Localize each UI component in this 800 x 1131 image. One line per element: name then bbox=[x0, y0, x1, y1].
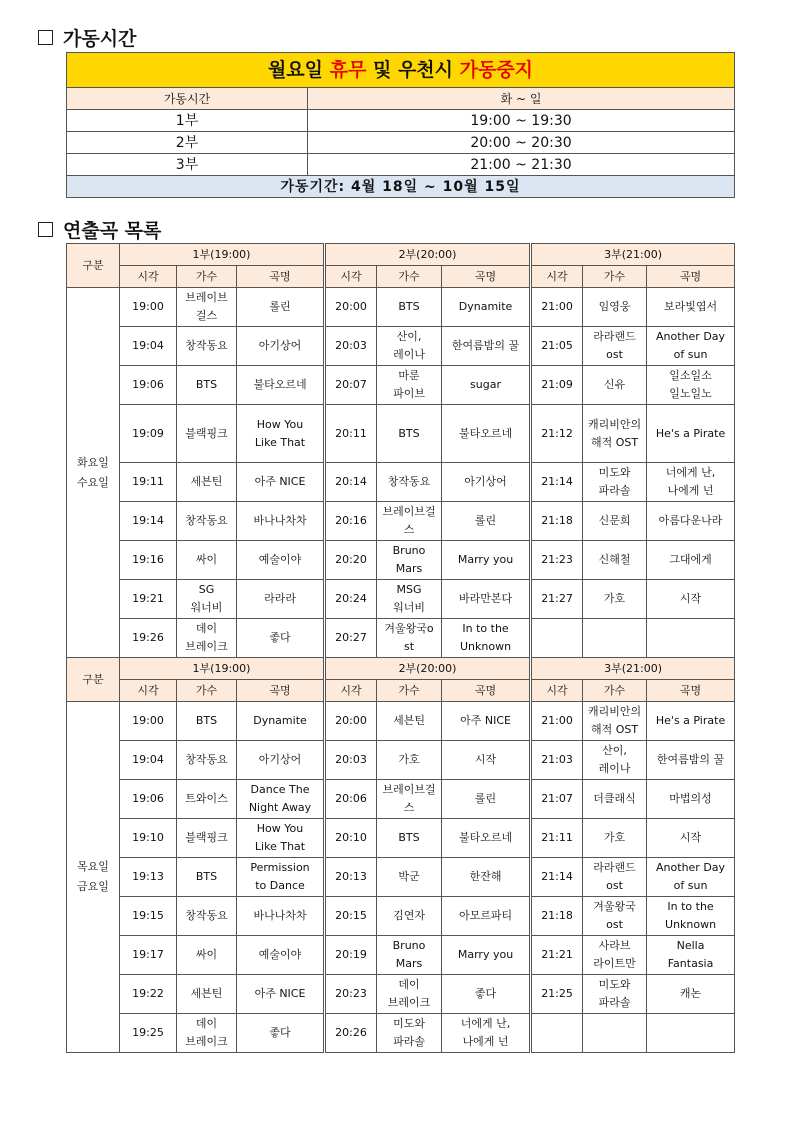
singer-cell: BTS bbox=[377, 819, 442, 858]
time-cell: 19:00 bbox=[120, 702, 177, 741]
song-cell: 일소일소 일노일노 bbox=[647, 366, 735, 405]
time-cell: 21:14 bbox=[531, 463, 583, 502]
singer-cell: 세븐틴 bbox=[177, 975, 237, 1014]
singer-cell: 트와이스 bbox=[177, 780, 237, 819]
song-cell: How You Like That bbox=[237, 405, 325, 463]
singer-cell: 신문희 bbox=[583, 502, 647, 541]
song-cell: 바나나차차 bbox=[237, 502, 325, 541]
checkbox-icon bbox=[38, 222, 53, 237]
singer-cell: 데이 브레이크 bbox=[377, 975, 442, 1014]
time-cell: 19:13 bbox=[120, 858, 177, 897]
song-cell: 롤린 bbox=[442, 502, 531, 541]
time-cell: 21:00 bbox=[531, 702, 583, 741]
time-cell: 20:24 bbox=[325, 580, 377, 619]
time-cell: 19:21 bbox=[120, 580, 177, 619]
singer-cell: 미도와 파라솔 bbox=[377, 1014, 442, 1053]
table-row bbox=[67, 819, 735, 858]
singer-cell: 김연자 bbox=[377, 897, 442, 936]
day-label bbox=[67, 288, 120, 658]
time-cell: 20:11 bbox=[325, 405, 377, 463]
time-cell: 20:00 bbox=[325, 288, 377, 327]
song-cell: 롤린 bbox=[442, 780, 531, 819]
song-cell: 시작 bbox=[647, 580, 735, 619]
time-cell: 20:20 bbox=[325, 541, 377, 580]
table-row bbox=[67, 366, 735, 405]
table-row bbox=[67, 463, 735, 502]
table-row bbox=[67, 858, 735, 897]
schedule-row: 2부 20:00 ~ 20:30 bbox=[67, 132, 735, 154]
table-row bbox=[67, 580, 735, 619]
part-header: 1부(19:00) bbox=[120, 658, 325, 680]
song-cell: sugar bbox=[442, 366, 531, 405]
column-header: 가수 bbox=[583, 266, 647, 288]
singer-cell: BTS bbox=[377, 405, 442, 463]
time-cell: 19:22 bbox=[120, 975, 177, 1014]
time-cell: 19:06 bbox=[120, 366, 177, 405]
singer-cell: 마룬 파이브 bbox=[377, 366, 442, 405]
column-header: 가수 bbox=[377, 266, 442, 288]
time-cell: 20:03 bbox=[325, 741, 377, 780]
singer-cell: 세븐틴 bbox=[177, 463, 237, 502]
singer-cell: 산이, 레이나 bbox=[583, 741, 647, 780]
singer-cell: 더클래식 bbox=[583, 780, 647, 819]
checkbox-icon bbox=[38, 30, 53, 45]
singer-cell: BTS bbox=[177, 366, 237, 405]
column-header: 곡명 bbox=[647, 266, 735, 288]
song-cell: 좋다 bbox=[237, 1014, 325, 1053]
time-cell: 20:26 bbox=[325, 1014, 377, 1053]
singer-cell: 라라랜드 ost bbox=[583, 327, 647, 366]
song-cell: 좋다 bbox=[237, 619, 325, 658]
time-cell: 20:06 bbox=[325, 780, 377, 819]
time-cell: 20:15 bbox=[325, 897, 377, 936]
part-header: 2부(20:00) bbox=[325, 244, 531, 266]
table-row bbox=[67, 741, 735, 780]
song-cell: Marry you bbox=[442, 936, 531, 975]
singer-cell: 캐리비안의 해적 OST bbox=[583, 702, 647, 741]
singer-cell: 창작동요 bbox=[177, 327, 237, 366]
singer-cell: 겨울왕국 ost bbox=[583, 897, 647, 936]
singer-cell: SG 워너비 bbox=[177, 580, 237, 619]
singer-cell: 가호 bbox=[377, 741, 442, 780]
column-header: 가수 bbox=[177, 680, 237, 702]
singer-cell: 신해철 bbox=[583, 541, 647, 580]
column-header: 곡명 bbox=[442, 680, 531, 702]
singer-cell: Bruno Mars bbox=[377, 936, 442, 975]
time-cell: 20:19 bbox=[325, 936, 377, 975]
song-cell: Dynamite bbox=[442, 288, 531, 327]
song-cell: 아모르파티 bbox=[442, 897, 531, 936]
table-row bbox=[67, 780, 735, 819]
singer-cell: 미도와 파라솔 bbox=[583, 975, 647, 1014]
time-cell: 20:27 bbox=[325, 619, 377, 658]
time-cell: 20:07 bbox=[325, 366, 377, 405]
time-cell: 19:17 bbox=[120, 936, 177, 975]
song-cell: 아기상어 bbox=[237, 327, 325, 366]
singer-cell: 블랙핑크 bbox=[177, 819, 237, 858]
song-cell: 그대에게 bbox=[647, 541, 735, 580]
time-cell: 21:09 bbox=[531, 366, 583, 405]
time-cell: 20:03 bbox=[325, 327, 377, 366]
time-cell: 20:00 bbox=[325, 702, 377, 741]
time-cell: 21:12 bbox=[531, 405, 583, 463]
schedule-row: 1부 19:00 ~ 19:30 bbox=[67, 110, 735, 132]
song-cell: 아기상어 bbox=[442, 463, 531, 502]
song-cell bbox=[647, 619, 735, 658]
song-cell bbox=[647, 1014, 735, 1053]
column-header: 곡명 bbox=[647, 680, 735, 702]
song-cell: 예술이야 bbox=[237, 936, 325, 975]
part-header: 3부(21:00) bbox=[531, 658, 735, 680]
song-cell: 한여름밤의 꿀 bbox=[442, 327, 531, 366]
song-cell: 시작 bbox=[647, 819, 735, 858]
time-cell: 19:04 bbox=[120, 327, 177, 366]
time-cell: 19:04 bbox=[120, 741, 177, 780]
time-cell: 21:25 bbox=[531, 975, 583, 1014]
time-cell: 19:15 bbox=[120, 897, 177, 936]
operating-hours-heading: 가동시간 bbox=[38, 24, 136, 51]
singer-cell: 캐리비안의 해적 OST bbox=[583, 405, 647, 463]
table-row bbox=[67, 936, 735, 975]
song-cell: 바나나차차 bbox=[237, 897, 325, 936]
column-header: 시각 bbox=[531, 680, 583, 702]
singer-cell: 가호 bbox=[583, 580, 647, 619]
time-cell: 19:25 bbox=[120, 1014, 177, 1053]
time-cell: 19:26 bbox=[120, 619, 177, 658]
column-header: 곡명 bbox=[237, 680, 325, 702]
column-header: 시각 bbox=[120, 266, 177, 288]
column-header: 시각 bbox=[531, 266, 583, 288]
song-cell: Permission to Dance bbox=[237, 858, 325, 897]
time-cell: 20:23 bbox=[325, 975, 377, 1014]
song-cell: Nella Fantasia bbox=[647, 936, 735, 975]
singer-cell: 창작동요 bbox=[177, 897, 237, 936]
day-label-1: 화요일 bbox=[77, 455, 109, 469]
song-cell: 마법의성 bbox=[647, 780, 735, 819]
singer-cell: 신유 bbox=[583, 366, 647, 405]
song-cell: Dynamite bbox=[237, 702, 325, 741]
time-cell: 21:11 bbox=[531, 819, 583, 858]
singer-cell: 사라브 라이트만 bbox=[583, 936, 647, 975]
song-cell: 불타오르네 bbox=[442, 819, 531, 858]
singer-cell: 창작동요 bbox=[377, 463, 442, 502]
song-cell: 아주 NICE bbox=[442, 702, 531, 741]
table-row bbox=[67, 702, 735, 741]
singer-cell: 싸이 bbox=[177, 541, 237, 580]
col-header-days: 화 ~ 일 bbox=[308, 88, 735, 110]
song-cell: 아주 NICE bbox=[237, 463, 325, 502]
table-row bbox=[67, 1014, 735, 1053]
column-header: 시각 bbox=[325, 680, 377, 702]
repertoire-table bbox=[66, 243, 735, 1053]
singer-cell: 미도와 파라솔 bbox=[583, 463, 647, 502]
time-cell: 19:16 bbox=[120, 541, 177, 580]
time-cell: 21:27 bbox=[531, 580, 583, 619]
table-row bbox=[67, 541, 735, 580]
table-row bbox=[67, 502, 735, 541]
song-cell: 롤린 bbox=[237, 288, 325, 327]
singer-cell: 임영웅 bbox=[583, 288, 647, 327]
song-cell: Another Day of sun bbox=[647, 858, 735, 897]
song-cell: Dance The Night Away bbox=[237, 780, 325, 819]
singer-cell: 블랙핑크 bbox=[177, 405, 237, 463]
singer-cell: 브레이브 걸스 bbox=[177, 288, 237, 327]
singer-cell: 라라랜드 ost bbox=[583, 858, 647, 897]
singer-cell: MSG 워너비 bbox=[377, 580, 442, 619]
time-cell: 21:07 bbox=[531, 780, 583, 819]
day-label-1: 목요일 bbox=[77, 860, 109, 873]
time-cell: 19:11 bbox=[120, 463, 177, 502]
time-cell: 20:10 bbox=[325, 819, 377, 858]
table-row bbox=[67, 897, 735, 936]
song-cell: 바라만본다 bbox=[442, 580, 531, 619]
singer-cell: 세븐틴 bbox=[377, 702, 442, 741]
song-cell: 아름다운나라 bbox=[647, 502, 735, 541]
schedule-row: 3부 21:00 ~ 21:30 bbox=[67, 154, 735, 176]
singer-cell: 데이 브레이크 bbox=[177, 619, 237, 658]
singer-cell: 산이, 레이나 bbox=[377, 327, 442, 366]
time-cell: 21:21 bbox=[531, 936, 583, 975]
time-cell bbox=[531, 619, 583, 658]
singer-cell: 겨울왕국o st bbox=[377, 619, 442, 658]
singer-cell: Bruno Mars bbox=[377, 541, 442, 580]
song-cell: 캐논 bbox=[647, 975, 735, 1014]
column-header: 시각 bbox=[120, 680, 177, 702]
table-row bbox=[67, 327, 735, 366]
singer-cell: 가호 bbox=[583, 819, 647, 858]
song-cell: 시작 bbox=[442, 741, 531, 780]
table-row bbox=[67, 288, 735, 327]
day-label bbox=[67, 702, 120, 1053]
song-cell: Marry you bbox=[442, 541, 531, 580]
operating-hours-table bbox=[66, 52, 735, 198]
singer-cell bbox=[583, 1014, 647, 1053]
singer-cell: 데이 브레이크 bbox=[177, 1014, 237, 1053]
day-label-2: 수요일 bbox=[77, 475, 109, 489]
time-cell: 20:16 bbox=[325, 502, 377, 541]
song-cell: 좋다 bbox=[442, 975, 531, 1014]
song-cell: 아기상어 bbox=[237, 741, 325, 780]
time-cell: 19:14 bbox=[120, 502, 177, 541]
song-cell: 너에게 난, 나에게 넌 bbox=[442, 1014, 531, 1053]
gubun-header: 구분 bbox=[67, 244, 120, 288]
day-label-2: 금요일 bbox=[77, 880, 109, 893]
song-cell: 한여름밤의 꿀 bbox=[647, 741, 735, 780]
time-cell: 21:18 bbox=[531, 897, 583, 936]
operating-period: 가동기간: 4월 18일 ~ 10월 15일 bbox=[67, 176, 735, 198]
part-header: 2부(20:00) bbox=[325, 658, 531, 680]
col-header-time: 가동시간 bbox=[67, 88, 308, 110]
song-cell: He's a Pirate bbox=[647, 702, 735, 741]
song-cell: 아주 NICE bbox=[237, 975, 325, 1014]
table-row bbox=[67, 975, 735, 1014]
singer-cell: 싸이 bbox=[177, 936, 237, 975]
part-header: 1부(19:00) bbox=[120, 244, 325, 266]
time-cell: 19:09 bbox=[120, 405, 177, 463]
song-cell: 라라라 bbox=[237, 580, 325, 619]
singer-cell: BTS bbox=[377, 288, 442, 327]
table-row bbox=[67, 405, 735, 463]
gubun-header: 구분 bbox=[67, 658, 120, 702]
column-header: 곡명 bbox=[442, 266, 531, 288]
time-cell: 21:14 bbox=[531, 858, 583, 897]
notice-banner: 월요일 휴무 및 우천시 가동중지 bbox=[67, 53, 735, 88]
time-cell: 20:13 bbox=[325, 858, 377, 897]
singer-cell: 창작동요 bbox=[177, 741, 237, 780]
time-cell: 21:23 bbox=[531, 541, 583, 580]
song-cell: In to the Unknown bbox=[647, 897, 735, 936]
song-cell: In to the Unknown bbox=[442, 619, 531, 658]
time-cell bbox=[531, 1014, 583, 1053]
singer-cell: BTS bbox=[177, 702, 237, 741]
singer-cell: BTS bbox=[177, 858, 237, 897]
table-row bbox=[67, 619, 735, 658]
part-header: 3부(21:00) bbox=[531, 244, 735, 266]
song-cell: 불타오르네 bbox=[442, 405, 531, 463]
song-cell: 한잔해 bbox=[442, 858, 531, 897]
column-header: 곡명 bbox=[237, 266, 325, 288]
column-header: 가수 bbox=[583, 680, 647, 702]
column-header: 시각 bbox=[325, 266, 377, 288]
time-cell: 20:14 bbox=[325, 463, 377, 502]
singer-cell: 브레이브걸 스 bbox=[377, 502, 442, 541]
song-cell: He's a Pirate bbox=[647, 405, 735, 463]
time-cell: 19:00 bbox=[120, 288, 177, 327]
time-cell: 21:03 bbox=[531, 741, 583, 780]
time-cell: 21:05 bbox=[531, 327, 583, 366]
song-cell: 예술이야 bbox=[237, 541, 325, 580]
song-cell: 너에게 난, 나에게 넌 bbox=[647, 463, 735, 502]
song-cell: How You Like That bbox=[237, 819, 325, 858]
time-cell: 21:00 bbox=[531, 288, 583, 327]
time-cell: 19:06 bbox=[120, 780, 177, 819]
repertoire-heading: 연출곡 목록 bbox=[38, 216, 161, 243]
song-cell: 불타오르네 bbox=[237, 366, 325, 405]
time-cell: 21:18 bbox=[531, 502, 583, 541]
singer-cell bbox=[583, 619, 647, 658]
singer-cell: 창작동요 bbox=[177, 502, 237, 541]
song-cell: 보라빛엽서 bbox=[647, 288, 735, 327]
column-header: 가수 bbox=[177, 266, 237, 288]
song-cell: Another Day of sun bbox=[647, 327, 735, 366]
column-header: 가수 bbox=[377, 680, 442, 702]
singer-cell: 브레이브걸 스 bbox=[377, 780, 442, 819]
time-cell: 19:10 bbox=[120, 819, 177, 858]
singer-cell: 박군 bbox=[377, 858, 442, 897]
